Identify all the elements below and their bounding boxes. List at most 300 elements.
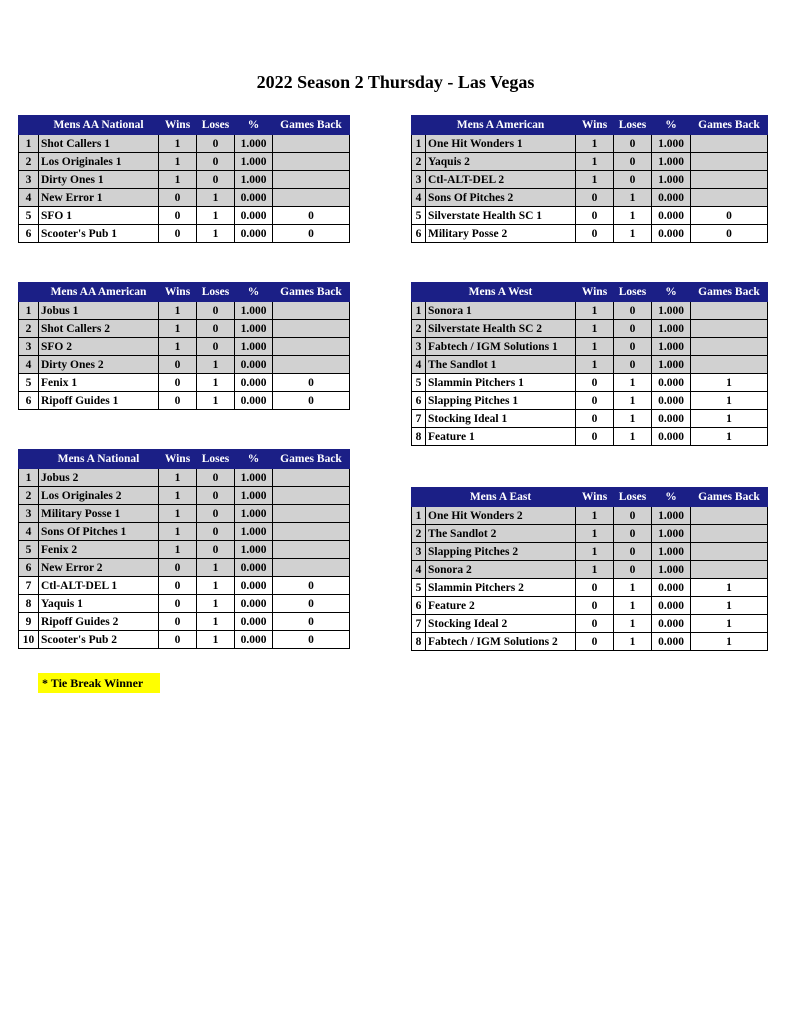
pct-cell: 0.000	[235, 595, 273, 613]
table-row	[19, 559, 350, 577]
rank-header	[19, 116, 39, 135]
loses-cell: 0	[197, 302, 235, 320]
games-back-cell	[273, 469, 350, 487]
standings-table-mens-aa-national	[18, 115, 350, 243]
wins-cell: 0	[159, 374, 197, 392]
table-row	[19, 392, 350, 410]
rank-cell: 1	[412, 302, 426, 320]
games-back-header: Games Back	[273, 116, 350, 135]
rank-cell: 3	[412, 543, 426, 561]
table-row	[19, 541, 350, 559]
rank-cell: 5	[19, 541, 39, 559]
pct-cell: 1.000	[235, 469, 273, 487]
pct-header: %	[235, 283, 273, 302]
team-name-cell: The Sandlot 1	[426, 356, 576, 374]
rank-cell: 8	[412, 633, 426, 651]
table-row	[412, 320, 768, 338]
loses-cell: 0	[614, 135, 652, 153]
wins-cell: 1	[159, 338, 197, 356]
division-name: Mens A American	[426, 116, 576, 135]
table-row	[19, 613, 350, 631]
rank-cell: 1	[19, 135, 39, 153]
loses-cell: 0	[614, 320, 652, 338]
standings-table-mens-aa-american	[18, 282, 350, 410]
table-row	[19, 374, 350, 392]
rank-cell: 4	[19, 356, 39, 374]
table-row	[412, 135, 768, 153]
pct-cell: 1.000	[652, 302, 691, 320]
games-back-cell	[691, 302, 768, 320]
wins-cell: 1	[576, 561, 614, 579]
team-name-cell: Sonora 2	[426, 561, 576, 579]
loses-cell: 0	[614, 525, 652, 543]
games-back-cell	[691, 320, 768, 338]
pct-cell: 0.000	[652, 374, 691, 392]
table-row	[19, 302, 350, 320]
games-back-cell	[273, 487, 350, 505]
games-back-cell: 0	[273, 577, 350, 595]
pct-cell: 1.000	[652, 153, 691, 171]
loses-cell: 0	[197, 469, 235, 487]
loses-cell: 1	[197, 356, 235, 374]
rank-cell: 3	[19, 171, 39, 189]
games-back-cell	[691, 338, 768, 356]
team-name-cell: One Hit Wonders 2	[426, 507, 576, 525]
games-back-cell: 0	[691, 207, 768, 225]
loses-header: Loses	[614, 283, 652, 302]
wins-cell: 0	[576, 615, 614, 633]
pct-cell: 0.000	[652, 207, 691, 225]
table-row	[19, 577, 350, 595]
table-header-row	[412, 283, 768, 302]
wins-cell: 0	[576, 410, 614, 428]
games-back-cell: 0	[273, 631, 350, 649]
rank-cell: 7	[412, 410, 426, 428]
games-back-cell	[691, 561, 768, 579]
loses-cell: 1	[614, 225, 652, 243]
table-row	[412, 507, 768, 525]
team-name-cell: One Hit Wonders 1	[426, 135, 576, 153]
table-header-row	[19, 116, 350, 135]
games-back-cell	[273, 338, 350, 356]
team-name-cell: Feature 1	[426, 428, 576, 446]
team-name-cell: Scooter's Pub 1	[39, 225, 159, 243]
games-back-cell	[273, 153, 350, 171]
wins-cell: 1	[159, 487, 197, 505]
games-back-cell	[691, 356, 768, 374]
standings-table-mens-a-east	[411, 487, 768, 651]
games-back-cell	[273, 559, 350, 577]
team-name-cell: Ripoff Guides 2	[39, 613, 159, 631]
table-row	[412, 225, 768, 243]
games-back-header: Games Back	[691, 488, 768, 507]
team-name-cell: Shot Callers 1	[39, 135, 159, 153]
loses-header: Loses	[197, 283, 235, 302]
wins-cell: 0	[159, 595, 197, 613]
wins-cell: 1	[159, 523, 197, 541]
wins-header: Wins	[576, 116, 614, 135]
rank-cell: 5	[412, 374, 426, 392]
team-name-cell: Military Posse 2	[426, 225, 576, 243]
team-name-cell: Dirty Ones 1	[39, 171, 159, 189]
standings-table-mens-a-american	[411, 115, 768, 243]
table-row	[19, 207, 350, 225]
tie-break-note: * Tie Break Winner	[38, 673, 160, 693]
games-back-cell: 0	[691, 225, 768, 243]
rank-cell: 7	[412, 615, 426, 633]
pct-cell: 1.000	[652, 561, 691, 579]
rank-header	[412, 283, 426, 302]
pct-cell: 0.000	[235, 189, 273, 207]
rank-cell: 4	[412, 189, 426, 207]
team-name-cell: Ctl-ALT-DEL 2	[426, 171, 576, 189]
pct-cell: 1.000	[652, 356, 691, 374]
team-name-cell: Shot Callers 2	[39, 320, 159, 338]
pct-cell: 1.000	[235, 135, 273, 153]
games-back-cell: 1	[691, 597, 768, 615]
team-name-cell: Slammin Pitchers 2	[426, 579, 576, 597]
team-name-cell: Stocking Ideal 2	[426, 615, 576, 633]
rank-cell: 9	[19, 613, 39, 631]
table-header-row	[412, 116, 768, 135]
pct-cell: 1.000	[235, 505, 273, 523]
games-back-cell	[691, 525, 768, 543]
pct-cell: 1.000	[235, 153, 273, 171]
rank-cell: 2	[19, 153, 39, 171]
rank-cell: 5	[19, 374, 39, 392]
table-row	[19, 487, 350, 505]
team-name-cell: The Sandlot 2	[426, 525, 576, 543]
wins-cell: 0	[576, 374, 614, 392]
rank-header	[19, 283, 39, 302]
loses-cell: 0	[614, 338, 652, 356]
games-back-header: Games Back	[691, 283, 768, 302]
team-name-cell: Scooter's Pub 2	[39, 631, 159, 649]
pct-cell: 0.000	[652, 189, 691, 207]
wins-cell: 0	[159, 631, 197, 649]
loses-cell: 0	[614, 543, 652, 561]
pct-cell: 0.000	[235, 559, 273, 577]
team-name-cell: Fenix 1	[39, 374, 159, 392]
loses-cell: 0	[197, 320, 235, 338]
loses-cell: 1	[614, 615, 652, 633]
wins-cell: 1	[159, 171, 197, 189]
loses-cell: 0	[197, 523, 235, 541]
wins-cell: 1	[576, 507, 614, 525]
rank-cell: 4	[412, 356, 426, 374]
team-name-cell: Military Posse 1	[39, 505, 159, 523]
pct-cell: 0.000	[235, 356, 273, 374]
loses-cell: 1	[197, 392, 235, 410]
pct-cell: 1.000	[235, 171, 273, 189]
division-name: Mens AA American	[39, 283, 159, 302]
pct-cell: 1.000	[652, 135, 691, 153]
table-row	[412, 597, 768, 615]
team-name-cell: Fabtech / IGM Solutions 2	[426, 633, 576, 651]
team-name-cell: Fabtech / IGM Solutions 1	[426, 338, 576, 356]
team-name-cell: Silverstate Health SC 1	[426, 207, 576, 225]
games-back-cell	[691, 153, 768, 171]
loses-cell: 0	[197, 171, 235, 189]
loses-cell: 0	[614, 507, 652, 525]
rank-header	[412, 488, 426, 507]
wins-cell: 1	[159, 153, 197, 171]
rank-header	[412, 116, 426, 135]
loses-cell: 1	[197, 559, 235, 577]
pct-cell: 0.000	[652, 597, 691, 615]
games-back-header: Games Back	[691, 116, 768, 135]
wins-cell: 0	[159, 207, 197, 225]
pct-header: %	[652, 283, 691, 302]
games-back-cell	[273, 302, 350, 320]
games-back-header: Games Back	[273, 283, 350, 302]
rank-header	[19, 450, 39, 469]
loses-cell: 0	[614, 561, 652, 579]
games-back-cell	[273, 189, 350, 207]
rank-cell: 6	[19, 225, 39, 243]
pct-cell: 1.000	[235, 487, 273, 505]
loses-cell: 1	[197, 631, 235, 649]
table-row	[412, 356, 768, 374]
rank-cell: 2	[412, 320, 426, 338]
pct-cell: 1.000	[652, 525, 691, 543]
rank-cell: 3	[412, 338, 426, 356]
team-name-cell: Sons Of Pitches 2	[426, 189, 576, 207]
table-row	[19, 135, 350, 153]
pct-cell: 0.000	[235, 631, 273, 649]
wins-cell: 0	[576, 392, 614, 410]
pct-cell: 1.000	[235, 523, 273, 541]
wins-header: Wins	[159, 116, 197, 135]
loses-cell: 0	[197, 487, 235, 505]
games-back-cell	[691, 543, 768, 561]
pct-cell: 0.000	[235, 374, 273, 392]
rank-cell: 2	[412, 525, 426, 543]
wins-cell: 1	[576, 302, 614, 320]
pct-header: %	[652, 488, 691, 507]
games-back-cell	[273, 356, 350, 374]
team-name-cell: Yaquis 2	[426, 153, 576, 171]
table-row	[412, 525, 768, 543]
loses-cell: 0	[614, 356, 652, 374]
pct-cell: 1.000	[235, 541, 273, 559]
wins-cell: 0	[159, 225, 197, 243]
rank-cell: 8	[412, 428, 426, 446]
pct-header: %	[652, 116, 691, 135]
loses-cell: 0	[614, 302, 652, 320]
pct-cell: 1.000	[235, 320, 273, 338]
team-name-cell: Fenix 2	[39, 541, 159, 559]
rank-cell: 6	[19, 392, 39, 410]
rank-cell: 7	[19, 577, 39, 595]
loses-cell: 1	[614, 374, 652, 392]
games-back-cell: 0	[273, 374, 350, 392]
loses-header: Loses	[197, 450, 235, 469]
wins-cell: 1	[159, 541, 197, 559]
games-back-cell	[273, 135, 350, 153]
wins-cell: 0	[576, 428, 614, 446]
rank-cell: 6	[412, 225, 426, 243]
table-row	[412, 543, 768, 561]
team-name-cell: Jobus 2	[39, 469, 159, 487]
wins-cell: 1	[576, 356, 614, 374]
wins-cell: 1	[576, 135, 614, 153]
table-row	[19, 189, 350, 207]
wins-cell: 1	[159, 302, 197, 320]
games-back-cell: 0	[273, 225, 350, 243]
wins-cell: 1	[159, 320, 197, 338]
team-name-cell: Sonora 1	[426, 302, 576, 320]
table-header-row	[412, 488, 768, 507]
games-back-cell	[273, 320, 350, 338]
loses-cell: 0	[197, 505, 235, 523]
pct-cell: 1.000	[652, 338, 691, 356]
games-back-cell: 0	[273, 392, 350, 410]
rank-cell: 2	[19, 320, 39, 338]
pct-cell: 0.000	[235, 613, 273, 631]
loses-cell: 0	[614, 171, 652, 189]
rank-cell: 6	[412, 597, 426, 615]
team-name-cell: Slapping Pitches 2	[426, 543, 576, 561]
table-row	[412, 189, 768, 207]
team-name-cell: Yaquis 1	[39, 595, 159, 613]
division-name: Mens A East	[426, 488, 576, 507]
wins-cell: 0	[159, 613, 197, 631]
pct-cell: 0.000	[652, 392, 691, 410]
team-name-cell: Jobus 1	[39, 302, 159, 320]
table-row	[19, 356, 350, 374]
loses-cell: 1	[614, 410, 652, 428]
games-back-cell	[691, 507, 768, 525]
wins-cell: 0	[159, 356, 197, 374]
pct-cell: 0.000	[235, 225, 273, 243]
rank-cell: 1	[412, 507, 426, 525]
team-name-cell: Los Originales 2	[39, 487, 159, 505]
games-back-header: Games Back	[273, 450, 350, 469]
rank-cell: 2	[19, 487, 39, 505]
loses-cell: 1	[197, 577, 235, 595]
games-back-cell	[273, 523, 350, 541]
table-row	[19, 595, 350, 613]
table-row	[412, 171, 768, 189]
table-row	[412, 561, 768, 579]
pct-cell: 1.000	[652, 507, 691, 525]
wins-header: Wins	[576, 283, 614, 302]
pct-cell: 1.000	[652, 171, 691, 189]
loses-cell: 1	[197, 189, 235, 207]
loses-cell: 1	[197, 595, 235, 613]
rank-cell: 5	[412, 207, 426, 225]
pct-cell: 0.000	[235, 207, 273, 225]
table-row	[412, 579, 768, 597]
rank-cell: 4	[19, 523, 39, 541]
wins-cell: 0	[576, 579, 614, 597]
standings-table-mens-a-national	[18, 449, 350, 649]
games-back-cell	[273, 505, 350, 523]
table-row	[19, 225, 350, 243]
page-title: 2022 Season 2 Thursday - Las Vegas	[256, 72, 535, 92]
wins-cell: 0	[576, 207, 614, 225]
rank-cell: 1	[19, 302, 39, 320]
table-row	[412, 428, 768, 446]
wins-header: Wins	[576, 488, 614, 507]
games-back-cell	[691, 189, 768, 207]
loses-header: Loses	[614, 116, 652, 135]
wins-cell: 1	[576, 153, 614, 171]
wins-header: Wins	[159, 450, 197, 469]
games-back-cell: 0	[273, 595, 350, 613]
table-row	[19, 153, 350, 171]
loses-cell: 1	[197, 207, 235, 225]
loses-cell: 1	[197, 613, 235, 631]
rank-cell: 5	[19, 207, 39, 225]
rank-cell: 3	[412, 171, 426, 189]
table-row	[412, 153, 768, 171]
table-row	[412, 615, 768, 633]
wins-cell: 1	[576, 171, 614, 189]
rank-cell: 6	[412, 392, 426, 410]
table-row	[412, 207, 768, 225]
loses-cell: 0	[614, 153, 652, 171]
table-row	[412, 633, 768, 651]
wins-cell: 0	[576, 633, 614, 651]
pct-cell: 1.000	[652, 543, 691, 561]
table-row	[412, 410, 768, 428]
wins-cell: 1	[576, 543, 614, 561]
games-back-cell	[691, 135, 768, 153]
wins-cell: 0	[576, 189, 614, 207]
table-row	[19, 523, 350, 541]
rank-cell: 4	[19, 189, 39, 207]
table-row	[19, 631, 350, 649]
wins-cell: 0	[576, 597, 614, 615]
rank-cell: 1	[412, 135, 426, 153]
loses-cell: 1	[614, 428, 652, 446]
pct-cell: 1.000	[235, 302, 273, 320]
loses-cell: 1	[614, 633, 652, 651]
table-row	[412, 302, 768, 320]
rank-cell: 1	[19, 469, 39, 487]
loses-cell: 1	[614, 189, 652, 207]
wins-header: Wins	[159, 283, 197, 302]
team-name-cell: Feature 2	[426, 597, 576, 615]
team-name-cell: New Error 2	[39, 559, 159, 577]
pct-header: %	[235, 116, 273, 135]
rank-cell: 3	[19, 338, 39, 356]
pct-cell: 0.000	[652, 615, 691, 633]
loses-cell: 1	[614, 579, 652, 597]
team-name-cell: New Error 1	[39, 189, 159, 207]
rank-cell: 6	[19, 559, 39, 577]
loses-header: Loses	[197, 116, 235, 135]
wins-cell: 1	[159, 505, 197, 523]
wins-cell: 1	[159, 469, 197, 487]
division-name: Mens A National	[39, 450, 159, 469]
table-row	[19, 320, 350, 338]
loses-cell: 0	[197, 153, 235, 171]
rank-cell: 2	[412, 153, 426, 171]
wins-cell: 0	[159, 189, 197, 207]
pct-cell: 1.000	[652, 320, 691, 338]
standings-table-mens-a-west	[411, 282, 768, 446]
wins-cell: 1	[576, 525, 614, 543]
team-name-cell: SFO 2	[39, 338, 159, 356]
team-name-cell: SFO 1	[39, 207, 159, 225]
table-header-row	[19, 450, 350, 469]
games-back-cell	[273, 541, 350, 559]
pct-cell: 0.000	[652, 410, 691, 428]
team-name-cell: Los Originales 1	[39, 153, 159, 171]
